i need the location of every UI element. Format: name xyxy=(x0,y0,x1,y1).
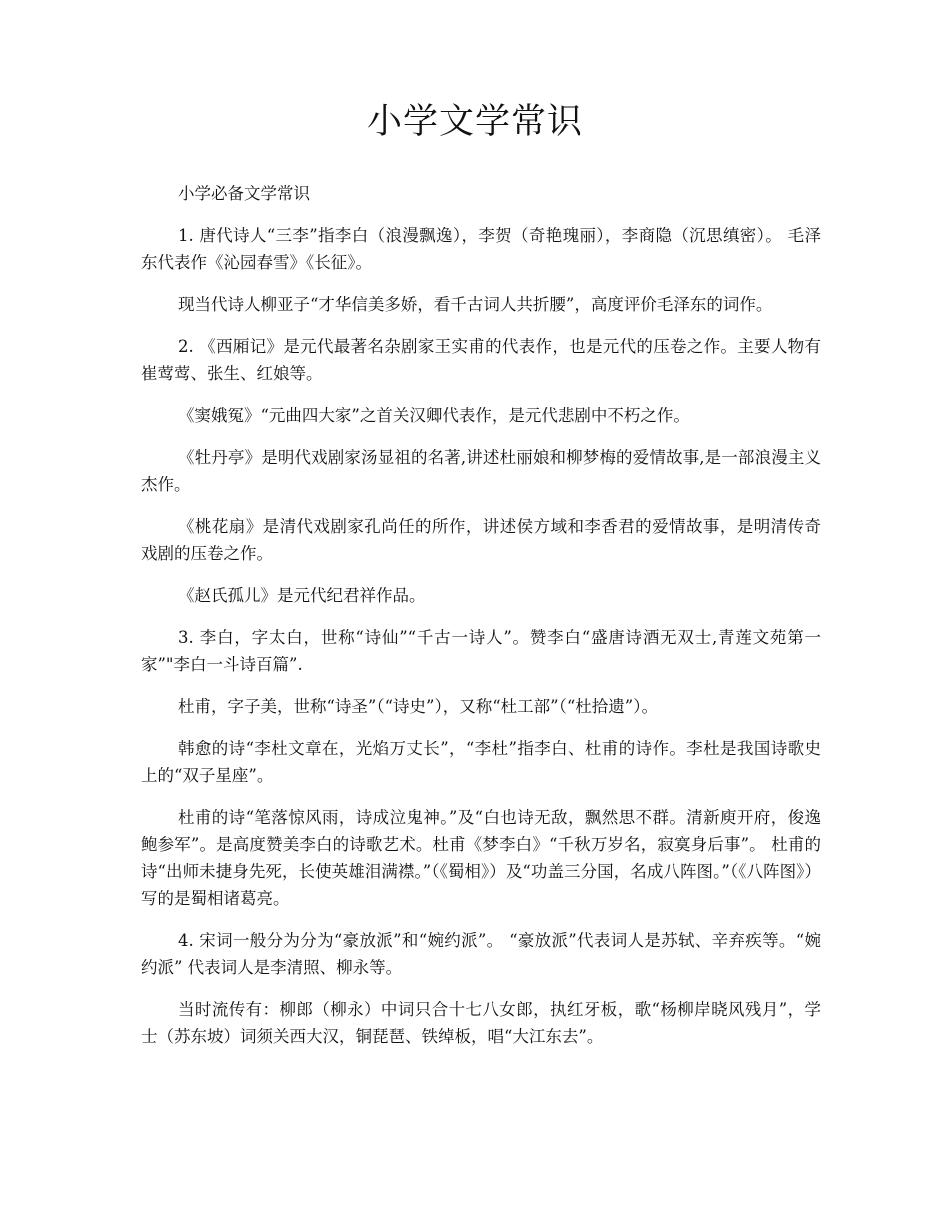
paragraph-item-4: 4. 宋词一般分为分为“豪放派”和“婉约派”。 “豪放派”代表词人是苏轼、辛弃疾等。“婉约派” 代表词人是李清照、柳永等。 xyxy=(141,931,821,977)
paragraph: 当时流传有：柳郎（柳永）中词只合十七八女郎，执红牙板，歌“杨柳岸晓风残月”，学士（苏东坡）词须关西大汉，铜琵琶、铁绰板，唱“大江东去”。 xyxy=(141,1000,821,1046)
paragraph: 《桃花扇》是清代戏剧家孔尚任的所作，讲述侯方域和李香君的爱情故事，是明清传奇戏剧的压卷之作。 xyxy=(141,517,821,563)
document-body xyxy=(141,180,821,1065)
paragraph: 杜甫，字子美，世称“诗圣”（“诗史”），又称“杜工部”（“杜拾遗”）。 xyxy=(178,697,658,716)
paragraph: 现当代诗人柳亚子“才华信美多娇，看千古词人共折腰”，高度评价毛泽东的词作。 xyxy=(178,295,773,314)
paragraph: 《牡丹亭》是明代戏剧家汤显祖的名著,讲述杜丽娘和柳梦梅的爱情故事,是一部浪漫主义杰作。 xyxy=(141,448,821,494)
paragraph: 《窦娥冤》“元曲四大家”之首关汉卿代表作，是元代悲剧中不朽之作。 xyxy=(178,406,690,425)
paragraph-item-3: 3. 李白，字太白，世称“诗仙”“千古一诗人”。赞李白“盛唐诗酒无双士,青莲文苑第一家”"李白一斗诗百篇”. xyxy=(141,628,821,674)
paragraph: 杜甫的诗“笔落惊风雨，诗成泣鬼神。”及“白也诗无敌，飘然思不群。清新庾开府，俊逸鲍参军”。是高度赞美李白的诗歌艺术。杜甫《梦李白》“千秋万岁名，寂寞身后事”。 杜甫的诗“出师未捷身先死，长使英雄泪满襟。”（《蜀相》）及“功盖三分国，名成八阵图。”（《八阵图》）写的是蜀相诸葛亮。 xyxy=(141,808,821,908)
page-title: 小学文学常识 xyxy=(366,102,583,142)
paragraph: 韩愈的诗“李杜文章在，光焰万丈长”，“李杜”指李白、杜甫的诗作。李杜是我国诗歌史上的“双子星座”。 xyxy=(141,739,821,785)
paragraph-item-2: 2. 《西厢记》是元代最著名杂剧家王实甫的代表作，也是元代的压卷之作。主要人物有崔莺莺、张生、红娘等。 xyxy=(141,337,821,383)
paragraph-subtitle: 小学必备文学常识 xyxy=(178,184,310,203)
paragraph-item-1: 1. 唐代诗人“三李”指李白（浪漫飘逸），李贺（奇艳瑰丽），李商隐（沉思缜密）。 毛泽东代表作《沁园春雪》《长征》。 xyxy=(141,226,821,272)
paragraph: 《赵氏孤儿》是元代纪君祥作品。 xyxy=(178,586,426,605)
